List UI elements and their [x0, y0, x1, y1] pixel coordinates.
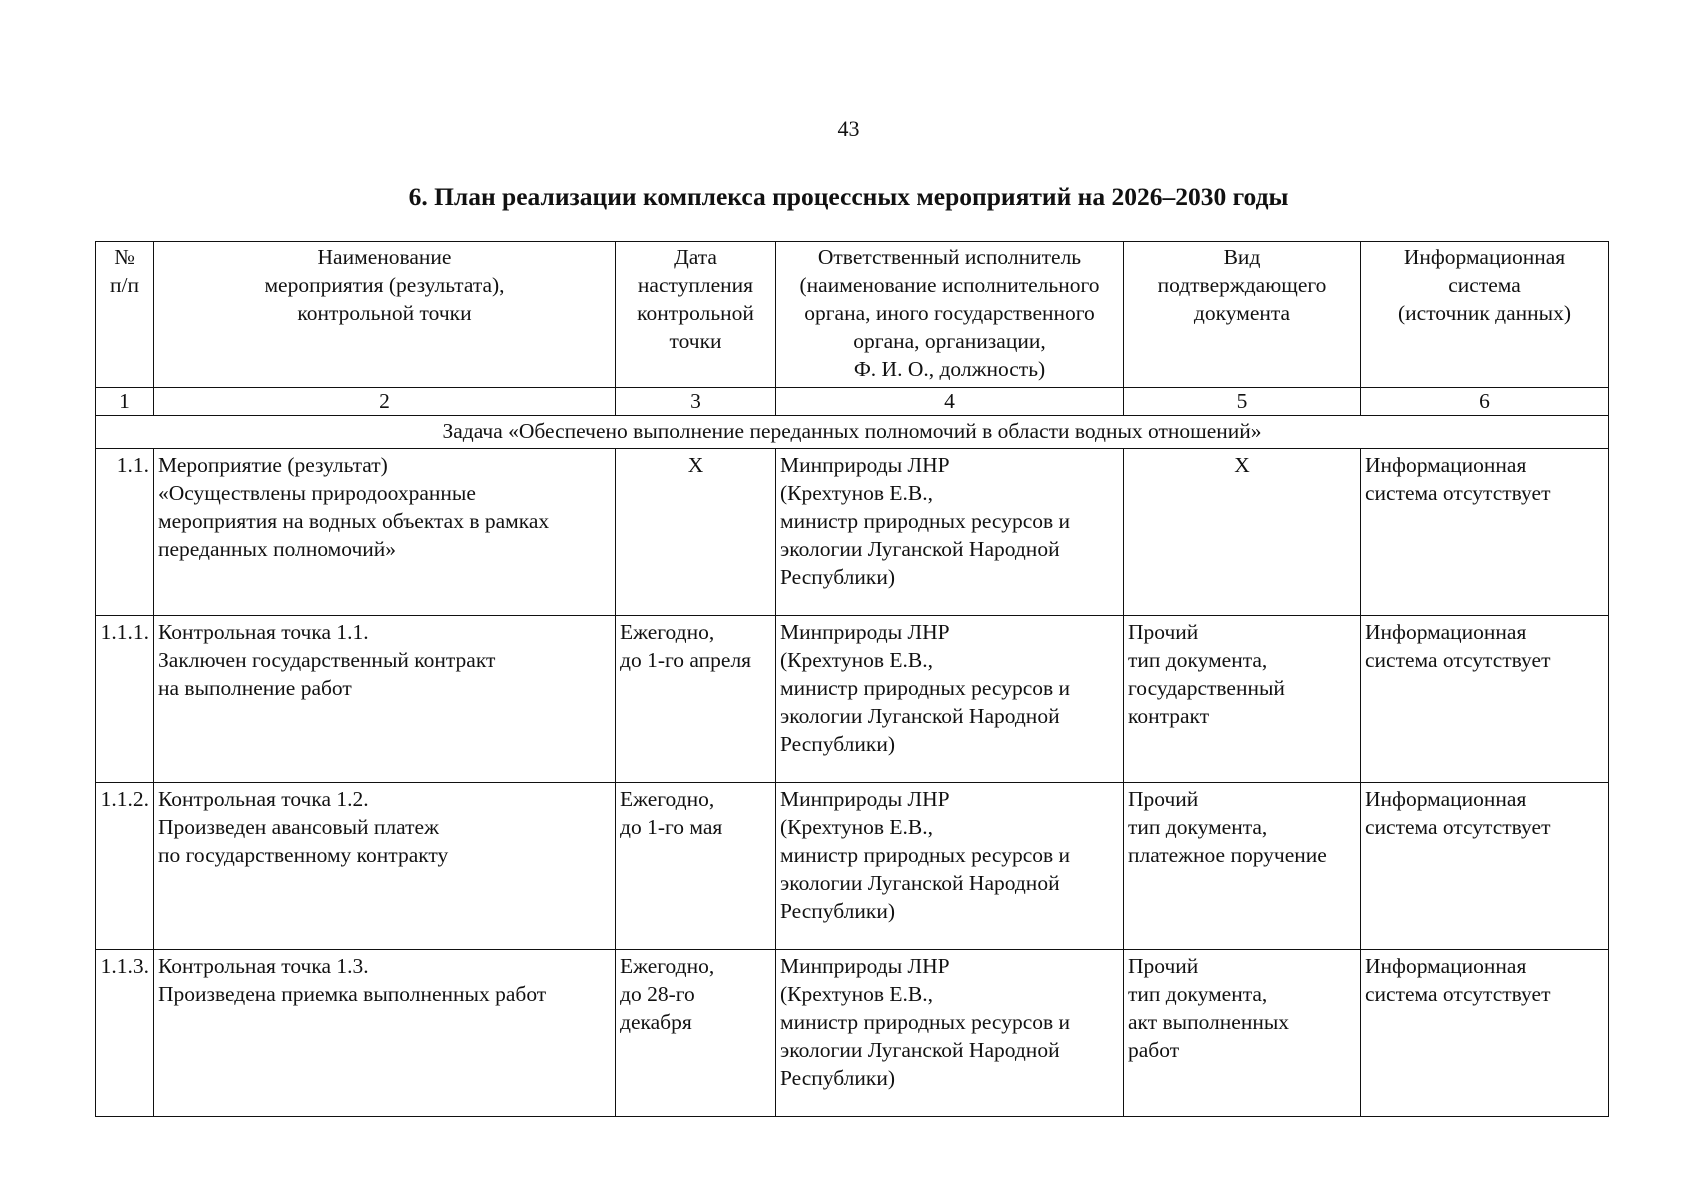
- row-info-system: Информационная система отсутствует: [1361, 449, 1609, 616]
- table-row: [96, 783, 1609, 950]
- header-info-system: Информационная система (источник данных): [1361, 242, 1609, 388]
- row-name: Контрольная точка 1.3. Произведена приемка выполненных работ: [154, 950, 616, 1117]
- column-number: 4: [776, 388, 1124, 416]
- row-name: Контрольная точка 1.2. Произведен авансовый платеж по государственному контракту: [154, 783, 616, 950]
- table-row: [96, 950, 1609, 1117]
- row-info-system: Информационная система отсутствует: [1361, 616, 1609, 783]
- plan-table: [95, 241, 1609, 1117]
- row-doc-type: Прочий тип документа, государственный контракт: [1124, 616, 1361, 783]
- row-executor: Минприроды ЛНР (Крехтунов Е.В., министр природных ресурсов и экологии Луганской Народной Республики): [776, 449, 1124, 616]
- row-number: 1.1.: [96, 449, 154, 616]
- header-date: Дата наступления контрольной точки: [616, 242, 776, 388]
- row-date: Х: [616, 449, 776, 616]
- row-number: 1.1.3.: [96, 950, 154, 1117]
- row-date: Ежегодно, до 1-го мая: [616, 783, 776, 950]
- row-name: Мероприятие (результат) «Осуществлены природоохранные мероприятия на водных объектах в рамках переданных полномочий»: [154, 449, 616, 616]
- column-number: 3: [616, 388, 776, 416]
- header-executor: Ответственный исполнитель (наименование исполнительного органа, иного государственного органа, организации, Ф. И. О., должность): [776, 242, 1124, 388]
- page-number: 43: [837, 116, 860, 141]
- row-executor: Минприроды ЛНР (Крехтунов Е.В., министр природных ресурсов и экологии Луганской Народной Республики): [776, 950, 1124, 1117]
- row-date: Ежегодно, до 28-го декабря: [616, 950, 776, 1117]
- table-header-row: [96, 242, 1609, 388]
- task-row: [96, 416, 1609, 449]
- row-doc-type: Х: [1124, 449, 1361, 616]
- column-numbers-row: [96, 388, 1609, 416]
- table-row: [96, 616, 1609, 783]
- header-name: Наименование мероприятия (результата), контрольной точки: [154, 242, 616, 388]
- row-executor: Минприроды ЛНР (Крехтунов Е.В., министр природных ресурсов и экологии Луганской Народной Республики): [776, 616, 1124, 783]
- column-number: 1: [96, 388, 154, 416]
- row-info-system: Информационная система отсутствует: [1361, 950, 1609, 1117]
- row-executor: Минприроды ЛНР (Крехтунов Е.В., министр природных ресурсов и экологии Луганской Народной Республики): [776, 783, 1124, 950]
- header-doc-type: Вид подтверждающего документа: [1124, 242, 1361, 388]
- row-info-system: Информационная система отсутствует: [1361, 783, 1609, 950]
- header-number: № п/п: [96, 242, 154, 388]
- page-title: 6. План реализации комплекса процессных мероприятий на 2026–2030 годы: [408, 182, 1289, 211]
- table-row: [96, 449, 1609, 616]
- row-doc-type: Прочий тип документа, акт выполненных работ: [1124, 950, 1361, 1117]
- row-number: 1.1.2.: [96, 783, 154, 950]
- row-name: Контрольная точка 1.1. Заключен государственный контракт на выполнение работ: [154, 616, 616, 783]
- row-date: Ежегодно, до 1-го апреля: [616, 616, 776, 783]
- task-title: Задача «Обеспечено выполнение переданных полномочий в области водных отношений»: [96, 416, 1609, 449]
- column-number: 5: [1124, 388, 1361, 416]
- row-number: 1.1.1.: [96, 616, 154, 783]
- column-number: 6: [1361, 388, 1609, 416]
- row-doc-type: Прочий тип документа, платежное поручение: [1124, 783, 1361, 950]
- column-number: 2: [154, 388, 616, 416]
